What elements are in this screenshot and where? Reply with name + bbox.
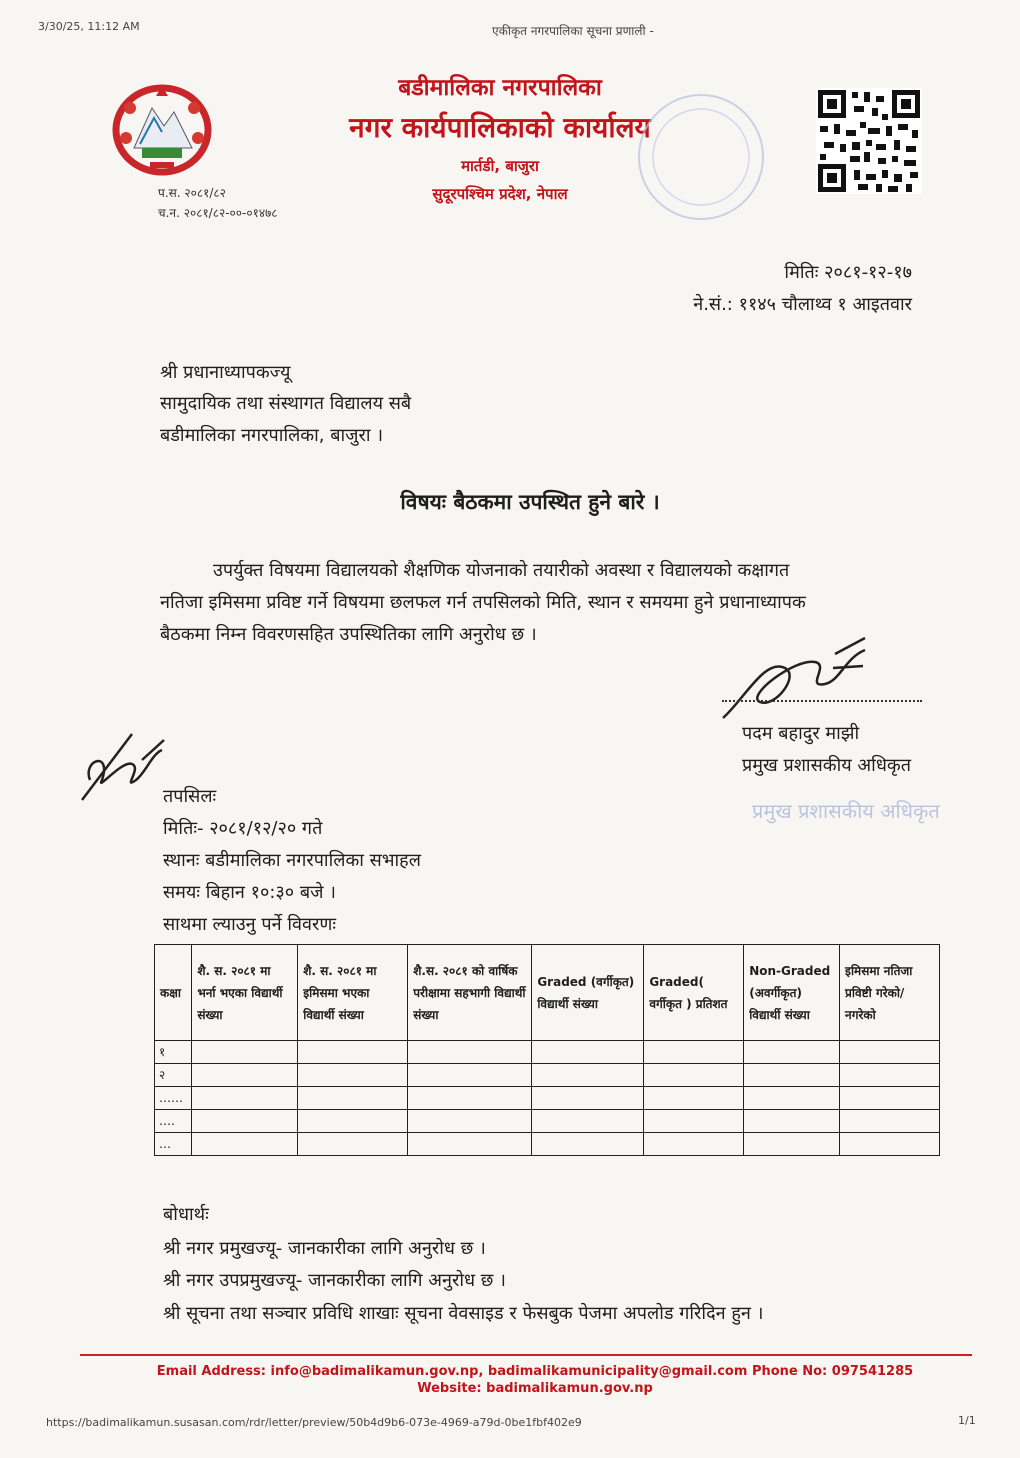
- office-stamp-icon: [628, 88, 774, 226]
- row-label: ……: [155, 1087, 192, 1110]
- ref-cn: च.न. २०८१/८२-००-०१४७८: [158, 206, 278, 220]
- nepal-emblem-icon: [110, 78, 214, 178]
- cc-line-2: श्री नगर उपप्रमुखज्यू- जानकारीका लागि अनुरोध छ ।: [163, 1270, 506, 1291]
- print-timestamp: 3/30/25, 11:12 AM: [38, 20, 140, 33]
- qr-code-icon: [816, 88, 922, 194]
- col-header-graded: Graded (वर्गीकृत) विद्यार्थी संख्या: [532, 945, 644, 1041]
- page-number: 1/1: [958, 1414, 976, 1427]
- table-row: [155, 1110, 940, 1133]
- signatory-name: पदम बहादुर माझी: [742, 723, 860, 744]
- footer-divider: [80, 1354, 972, 1356]
- row-label: १: [155, 1041, 192, 1064]
- body-line-3: बैठकमा निम्न विवरणसहित उपस्थितिका लागि अनुरोध छ ।: [160, 624, 537, 645]
- col-header-non-graded: Non-Graded (अवर्गीकृत) विद्यार्थी संख्या: [744, 945, 840, 1041]
- col-header-graded-percent: Graded( वर्गीकृत ) प्रतिशत: [644, 945, 744, 1041]
- meeting-date: मितिः- २०८१/१२/२० गते: [163, 818, 323, 839]
- table-row: [155, 1087, 940, 1110]
- col-header-emis-result: इमिसमा नतिजा प्रविष्टी गरेको/ नगरेको: [840, 945, 940, 1041]
- row-label: २: [155, 1064, 192, 1087]
- ref-ps: प.स. २०८१/८२: [158, 186, 226, 200]
- row-label: …: [155, 1133, 192, 1156]
- col-header-class: कक्षा: [155, 945, 192, 1041]
- cc-line-3: श्री सूचना तथा सञ्चार प्रविधि शाखाः सूचना वेवसाइड र फेसबुक पेजमा अपलोड गरिदिन हुन ।: [163, 1303, 764, 1324]
- cc-line-1: श्री नगर प्रमुखज्यू- जानकारीका लागि अनुरोध छ ।: [163, 1238, 486, 1259]
- letter-date: मितिः २०८१-१२-१७: [784, 262, 912, 283]
- signatory-title: प्रमुख प्रशासकीय अधिकृत: [742, 755, 911, 776]
- row-label: ….: [155, 1110, 192, 1133]
- table-row: [155, 1041, 940, 1064]
- office-province: सुदूरपश्चिम प्रदेश, नेपाल: [432, 185, 568, 203]
- footer-contact: Email Address: info@badimalikamun.gov.np, badimalikamunicipality@gmail.com Phone No: 097541285: [156, 1364, 914, 1379]
- office-location: मार्तडी, बाजुरा: [461, 157, 539, 175]
- office-name: नगर कार्यपालिकाको कार्यालय: [349, 111, 651, 144]
- cc-heading: बोधार्थः: [163, 1204, 209, 1225]
- recipient-line-2: सामुदायिक तथा संस्थागत विद्यालय सबै: [160, 393, 412, 414]
- body-line-1: उपर्युक्त विषयमा विद्यालयको शैक्षणिक योजनाको तयारीको अवस्था र विद्यालयको कक्षागत: [213, 560, 790, 581]
- col-header-enrolled: शै. स. २०८१ मा भर्ना भएका विद्यार्थी संख्या: [192, 945, 298, 1041]
- details-table: [154, 944, 940, 1156]
- subject-line: विषयः बैठकमा उपस्थित हुने बारे ।: [400, 490, 660, 514]
- meeting-time: समयः बिहान १०:३० बजे ।: [163, 882, 337, 903]
- system-title: एकीकृत नगरपालिका सूचना प्रणाली -: [492, 24, 654, 38]
- meeting-place: स्थानः बडीमालिका नगरपालिका सभाहल: [163, 850, 421, 871]
- body-line-2: नतिजा इमिसमा प्रविष्ट गर्ने विषयमा छलफल गर्न तपसिलको मिति, स्थान र समयमा हुने प्रधानाध्यापक: [160, 592, 806, 613]
- title-stamp: प्रमुख प्रशासकीय अधिकृत: [752, 799, 940, 823]
- nepal-sambat-date: ने.सं.: ११४५ चौलाथ्व १ आइतवार: [693, 294, 912, 315]
- details-heading: तपसिलः: [163, 786, 217, 807]
- col-header-exam: शै.स. २०८१ को वार्षिक परीक्षामा सहभागी विद्यार्थी संख्या: [408, 945, 532, 1041]
- initial-signature-icon: [72, 720, 172, 810]
- recipient-line-1: श्री प्रधानाध्यापकज्यू: [160, 362, 291, 383]
- signature-icon: [715, 628, 875, 724]
- page-url: https://badimalikamun.susasan.com/rdr/letter/preview/50b4d9b6-073e-4969-a79d-0be1fbf402e9: [46, 1416, 582, 1429]
- bring-details-heading: साथमा ल्याउनु पर्ने विवरणः: [163, 914, 337, 935]
- col-header-emis: शै. स. २०८१ मा इमिसमा भएका विद्यार्थी संख्या: [298, 945, 408, 1041]
- municipality-name: बडीमालिका नगरपालिका: [398, 75, 602, 101]
- table-row: [155, 1133, 940, 1156]
- recipient-line-3: बडीमालिका नगरपालिका, बाजुरा ।: [160, 425, 384, 446]
- footer-website: Website: badimalikamun.gov.np: [417, 1381, 653, 1396]
- signature-line: [722, 700, 922, 702]
- table-row: [155, 1064, 940, 1087]
